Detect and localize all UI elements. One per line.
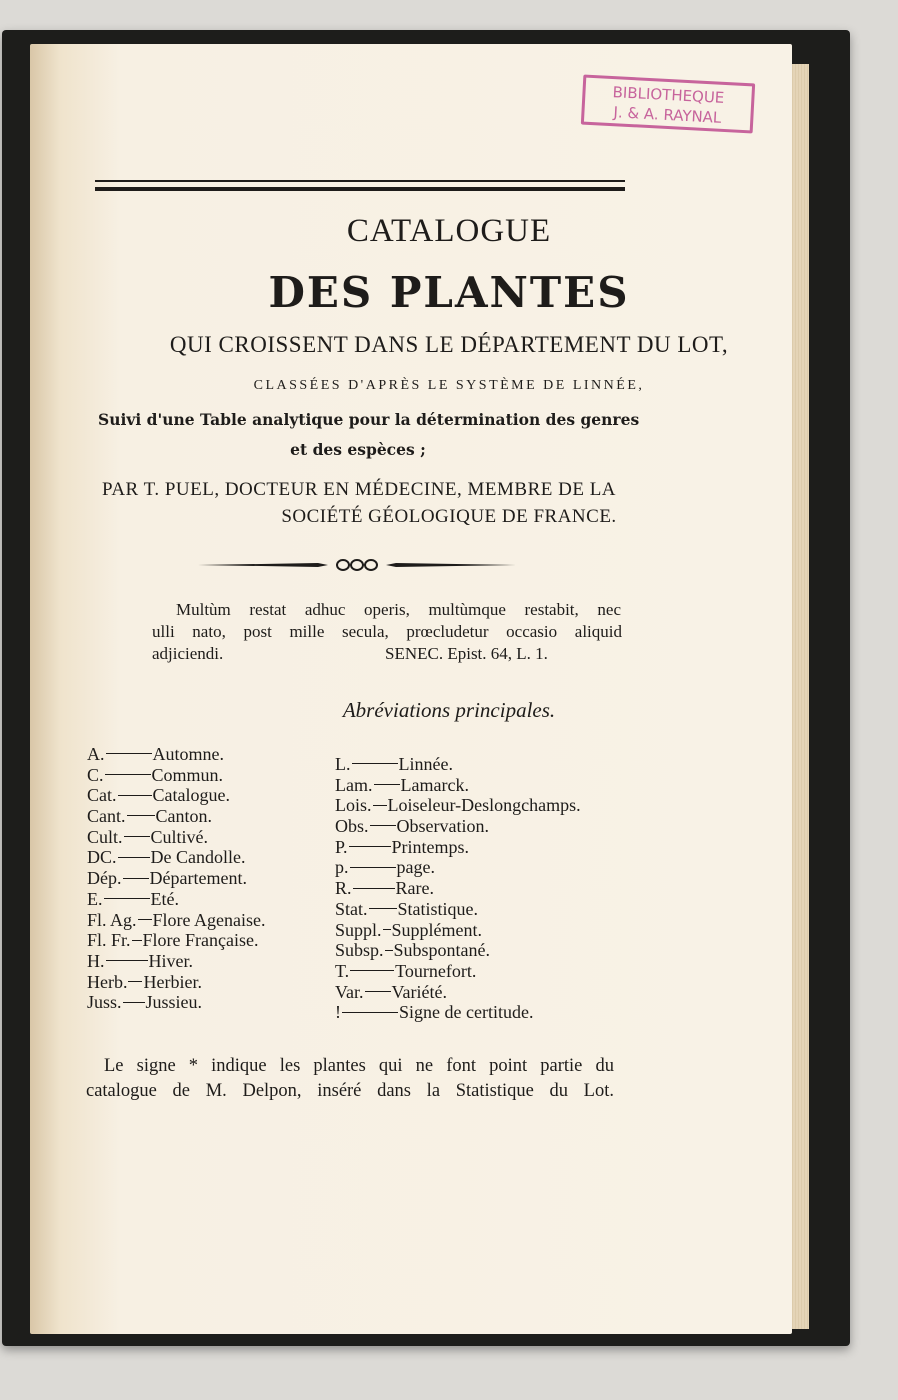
leader-dash — [128, 981, 142, 982]
epigraph-source: SENEC. Epist. 64, L. 1. — [385, 644, 548, 663]
abbr-meaning: Flore Française. — [142, 930, 259, 951]
ornament-divider — [198, 556, 516, 574]
abbr-meaning: Loiseleur-Deslongchamps. — [387, 795, 581, 816]
abbr-meaning: Rare. — [395, 878, 434, 899]
abbreviation-row — [87, 806, 266, 827]
abbreviation-row — [335, 775, 581, 796]
abbreviations-heading: Abréviations principales. — [342, 698, 556, 722]
leader-dash — [350, 867, 396, 868]
abbreviation-row — [335, 961, 581, 982]
abbr-meaning: Cultivé. — [150, 826, 209, 847]
abbreviation-row — [335, 816, 581, 837]
abbreviation-row — [335, 795, 581, 816]
abbr-meaning: Supplément. — [391, 919, 483, 940]
abbreviation-row — [87, 972, 266, 993]
abbreviation-row — [335, 982, 581, 1003]
abbreviation-row — [335, 899, 581, 920]
abbr-meaning: Flore Agenaise. — [152, 909, 266, 930]
abbr-term: Cat. — [87, 785, 117, 806]
abbreviation-row — [87, 765, 266, 786]
leader-dash — [374, 784, 400, 785]
abbr-meaning: Canton. — [155, 806, 212, 827]
epigraph-text: adjiciendi. — [152, 644, 224, 663]
abbreviation-row — [87, 992, 266, 1013]
abbreviations-right-column — [335, 754, 581, 1023]
abbr-term: Fl. Ag. — [87, 909, 137, 930]
leader-dash — [118, 857, 150, 858]
leader-dash — [352, 763, 398, 764]
abbreviation-row — [335, 754, 581, 775]
leader-dash — [365, 991, 391, 992]
leader-dash — [349, 846, 391, 847]
library-stamp — [581, 75, 755, 134]
abbreviation-row — [87, 827, 266, 848]
abbr-term: Stat. — [335, 898, 368, 919]
leader-dash — [127, 815, 155, 816]
abbr-term: Subsp. — [335, 940, 384, 961]
abbr-term: Herb. — [87, 971, 128, 992]
leader-dash — [106, 753, 152, 754]
leader-dash — [118, 795, 152, 796]
abbreviation-row — [87, 785, 266, 806]
abbr-term: Fl. Fr. — [87, 930, 131, 951]
abbr-term: Lois. — [335, 795, 372, 816]
epigraph-line-1: Multùm restat adhuc operis, multùmque restabit, nec — [176, 600, 621, 619]
abbr-meaning: Jussieu. — [145, 992, 203, 1013]
abbr-term: ! — [335, 1002, 341, 1023]
abbr-term: Dép. — [87, 868, 122, 889]
abbreviation-row — [87, 910, 266, 931]
abbr-term: P. — [335, 836, 348, 857]
leader-dash — [104, 898, 150, 899]
abbr-term: p. — [335, 857, 349, 878]
leader-dash — [385, 950, 393, 951]
leader-dash — [383, 929, 391, 930]
author-line-2: SOCIÉTÉ GÉOLOGIQUE DE FRANCE. — [281, 506, 617, 527]
abbr-term: Obs. — [335, 816, 369, 837]
abbr-meaning: Variété. — [391, 981, 447, 1002]
top-rule — [95, 180, 625, 192]
title-catalogue: CATALOGUE — [346, 213, 552, 249]
epigraph-line-3 — [152, 644, 622, 664]
stamp-line-2: J. & A. RAYNAL — [613, 103, 722, 127]
leader-dash — [138, 919, 152, 920]
abbr-meaning: Statistique. — [397, 898, 479, 919]
leader-dash — [123, 878, 149, 879]
abbreviation-row — [87, 951, 266, 972]
abbr-meaning: Subspontané. — [393, 940, 491, 961]
title-classification: CLASSÉES D'APRÈS LE SYSTÈME DE LINNÉE, — [253, 378, 645, 393]
abbr-term: Lam. — [335, 774, 373, 795]
title-table-line-2: et des espèces ; — [290, 440, 426, 459]
leader-dash — [342, 1012, 398, 1013]
stamp-line-1: BIBLIOTHEQUE — [612, 83, 725, 107]
abbr-term: A. — [87, 744, 105, 764]
note-line-1: Le signe * indique les plantes qui ne font point partie du — [104, 1056, 614, 1076]
abbreviation-row — [335, 940, 581, 961]
abbr-term: E. — [87, 888, 103, 909]
leader-dash — [124, 836, 150, 837]
abbr-meaning: Lamarck. — [400, 774, 469, 795]
abbr-term: R. — [335, 878, 352, 899]
abbr-meaning: Linnée. — [398, 754, 453, 774]
abbr-meaning: Catalogue. — [152, 785, 230, 806]
abbr-term: L. — [335, 754, 351, 774]
abbreviation-row — [87, 930, 266, 951]
abbreviation-row — [335, 920, 581, 941]
abbr-meaning: page. — [396, 857, 435, 878]
leader-dash — [106, 960, 148, 961]
abbreviation-row — [335, 1002, 581, 1023]
abbr-term: C. — [87, 764, 104, 785]
leader-dash — [350, 970, 394, 971]
author-line-1: PAR T. PUEL, DOCTEUR EN MÉDECINE, MEMBRE DE LA — [102, 479, 617, 500]
abbr-meaning: Département. — [149, 868, 247, 889]
abbr-term: T. — [335, 960, 350, 981]
abbr-meaning: Eté. — [150, 888, 179, 909]
abbr-term: Suppl. — [335, 919, 382, 940]
abbreviation-row — [335, 837, 581, 858]
abbr-term: H. — [87, 950, 105, 971]
abbr-term: Var. — [335, 981, 364, 1002]
note-line-2: catalogue de M. Delpon, inséré dans la Statistique du Lot. — [86, 1081, 614, 1101]
abbreviation-row — [87, 744, 266, 765]
abbreviation-row — [87, 847, 266, 868]
abbr-meaning: De Candolle. — [150, 847, 246, 868]
abbr-meaning: Signe de certitude. — [399, 1002, 534, 1023]
title-des-plantes: DES PLANTES — [268, 268, 630, 317]
abbr-term: Juss. — [87, 992, 122, 1013]
abbreviations-left-column — [87, 744, 266, 1013]
leader-dash — [105, 774, 151, 775]
leader-dash — [370, 825, 396, 826]
epigraph-line-2: ulli nato, post mille secula, prœcludetur occasio aliquid — [152, 622, 622, 641]
abbr-meaning: Automne. — [152, 744, 224, 764]
abbr-meaning: Hiver. — [148, 950, 193, 971]
leader-dash — [373, 805, 387, 806]
abbr-meaning: Commun. — [151, 764, 224, 785]
leader-dash — [123, 1002, 145, 1003]
abbr-meaning: Printemps. — [391, 836, 470, 857]
abbreviation-row — [87, 868, 266, 889]
abbr-term: Cult. — [87, 826, 123, 847]
title-table-line-1: Suivi d'une Table analytique pour la détermination des genres — [98, 410, 640, 429]
leader-dash — [353, 888, 395, 889]
abbr-meaning: Tournefort. — [395, 960, 477, 981]
abbr-term: Cant. — [87, 806, 126, 827]
title-subtitle: QUI CROISSENT DANS LE DÉPARTEMENT DU LOT, — [169, 332, 729, 357]
abbreviation-row — [335, 857, 581, 878]
abbr-term: DC. — [87, 847, 117, 868]
abbr-meaning: Observation. — [396, 816, 489, 837]
abbreviation-row — [335, 878, 581, 899]
abbreviation-row — [87, 889, 266, 910]
leader-dash — [132, 940, 142, 941]
leader-dash — [369, 908, 397, 909]
abbr-meaning: Herbier. — [143, 971, 202, 992]
